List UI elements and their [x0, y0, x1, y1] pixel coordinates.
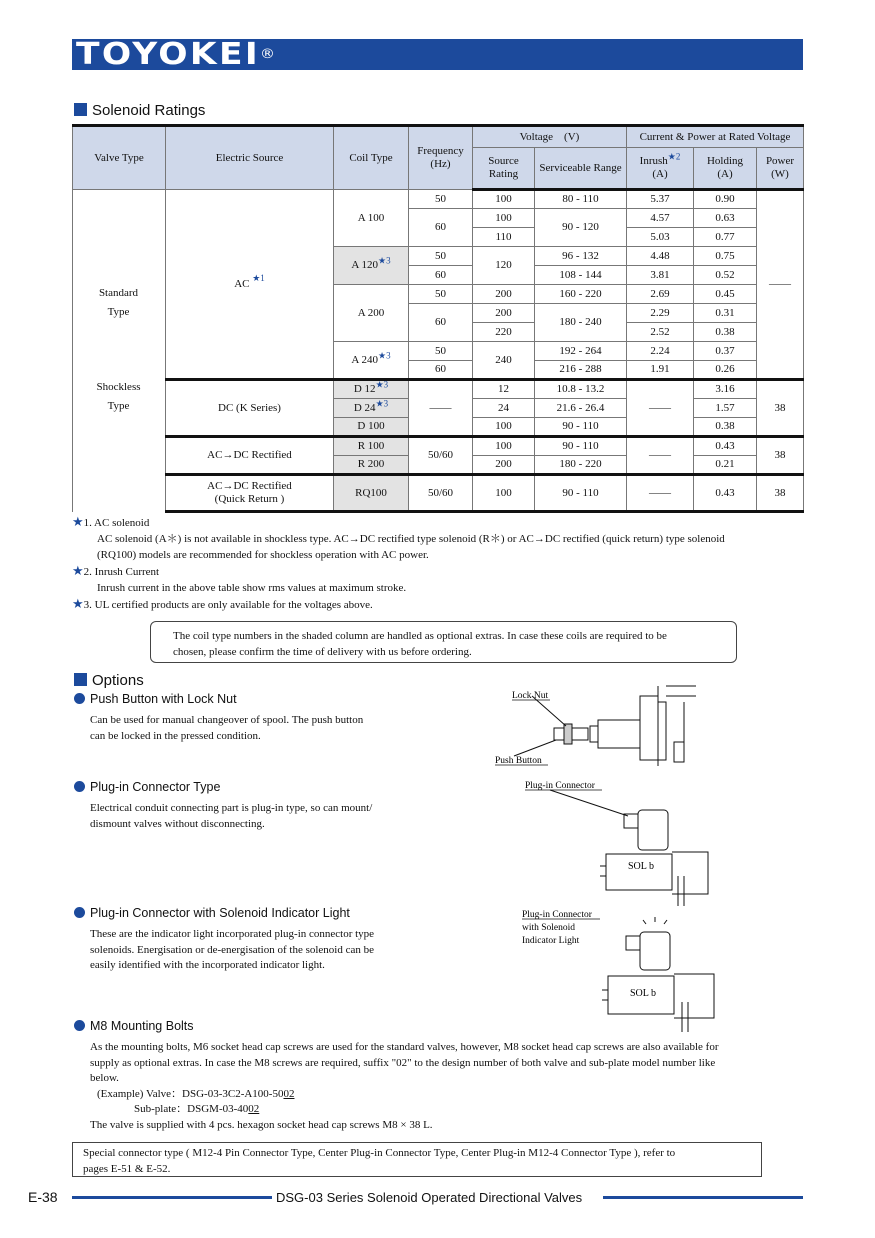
valve-type-standard-label: Standard Type: [98, 287, 139, 318]
table-cell: D $24^{★3}$: [334, 399, 409, 418]
table-cell: 2.69: [627, 285, 694, 304]
table-cell: 180 - 240: [535, 304, 627, 342]
table-cell: 0.43: [694, 475, 757, 512]
table-cell: 0.45: [694, 285, 757, 304]
table-cell: 2.24: [627, 342, 694, 361]
table-cell: 38: [757, 380, 804, 437]
table-cell: 0.26: [694, 361, 757, 380]
header-valve-type: Valve Type: [73, 126, 166, 190]
table-cell: 50: [409, 285, 473, 304]
table-cell: 220: [473, 323, 535, 342]
table-cell: 50: [409, 247, 473, 266]
special-connector-notice: Special connector type ( M12-4 Pin Connector Type, Center Plug-in Connector Type, Center Plug-in M12-4 Connector Type ), refer to pages E-51 & E-52.: [72, 1142, 762, 1177]
table-cell: 110: [473, 228, 535, 247]
header-power: Power (W): [757, 148, 804, 190]
option-push-button-desc: Can be used for manual changeover of spool. The push button can be locked in the pressed condition.: [90, 714, 364, 742]
table-cell: 90 - 110: [535, 475, 627, 512]
table-cell: R 100: [334, 437, 409, 456]
shaded-column-notice: The coil type numbers in the shaded column are handled as optional extras. In case these coils are required to be chosen, please confirm the time of delivery with us before ordering.: [150, 621, 737, 663]
page-number: E-38: [28, 1189, 58, 1205]
table-cell: A $120^{★3}$: [334, 247, 409, 285]
table-cell: ——: [627, 437, 694, 475]
table-cell: 38: [757, 475, 804, 512]
table-cell: AC→DC Rectified (Quick Return ): [166, 475, 334, 512]
table-cell: 180 - 220: [535, 456, 627, 475]
table-cell: 100: [473, 475, 535, 512]
option-plugin-connector-desc: Electrical conduit connecting part is plug-in type, so can mount/ dismount valves without disconnecting.: [90, 802, 373, 830]
table-cell: 0.75: [694, 247, 757, 266]
table-cell: 38: [757, 437, 804, 475]
section-title-options: Options: [74, 672, 144, 689]
table-row: [73, 190, 804, 209]
table-cell: A $240^{★3}$: [334, 342, 409, 380]
push-button-figure: [490, 682, 720, 770]
svg-text:Lock Nut: Lock Nut: [512, 691, 549, 701]
table-cell: 0.90: [694, 190, 757, 209]
header-voltage: Voltage (V): [473, 126, 627, 148]
table-cell: 5.03: [627, 228, 694, 247]
table-cell: 108 - 144: [535, 266, 627, 285]
option-indicator-light-desc: These are the indicator light incorporated plug-in connector type solenoids. Energisation or de-energisation of the solenoid can be easily identified with the incorporated indicator light.: [90, 928, 375, 971]
svg-text:SOL b: SOL b: [630, 988, 657, 999]
valve-type-shockless-label: Shockless Type: [96, 381, 141, 412]
indicator-light-figure: [518, 906, 718, 1036]
table-cell: 120: [473, 247, 535, 285]
plugin-connector-figure: [520, 776, 720, 906]
table-cell: D 100: [334, 418, 409, 437]
table-cell: RQ100: [334, 475, 409, 512]
table-cell: 80 - 110: [535, 190, 627, 209]
header-coil-type: Coil Type: [334, 126, 409, 190]
table-cell: 0.38: [694, 323, 757, 342]
header-holding: Holding (A): [694, 148, 757, 190]
header-inrush: Inrush$^{★2}$ (A): [627, 148, 694, 190]
table-cell: 60: [409, 304, 473, 342]
table-row: [73, 437, 804, 456]
table-cell: 60: [409, 209, 473, 247]
table-cell: 50: [409, 342, 473, 361]
svg-text:Indicator Light: Indicator Light: [522, 936, 580, 946]
table-cell: 2.52: [627, 323, 694, 342]
solenoid-ratings-table: [72, 124, 804, 513]
table-cell: ——: [627, 475, 694, 512]
svg-text:SOL b: SOL b: [628, 861, 655, 872]
table-cell: 200: [473, 285, 535, 304]
option-m8-bolts-desc: As the mounting bolts, M6 socket head cap screws are used for the standard valves, however, M8 socket head cap screws are also available for supply as optional extras. In case the M8 screws are required, suffix "02" to the design number of both valve and sub-plate model number like below. (Example) Valve：DSG-03-3C2-A100-5002 Sub-plate：DSGM-03-4002 The valve is supplied with 4 pcs. hexagon socket head cap screws M8 × 38 L.: [90, 1041, 719, 1131]
table-cell: 0.31: [694, 304, 757, 323]
table-cell: 2.29: [627, 304, 694, 323]
table-cell: 160 - 220: [535, 285, 627, 304]
table-cell: 100: [473, 190, 535, 209]
table-cell: 60: [409, 361, 473, 380]
electric-source-ac: AC $^{★1}$: [166, 190, 334, 380]
footer-line-right: [603, 1196, 803, 1199]
option-indicator-light-title: Plug-in Connector with Solenoid Indicator Light: [74, 906, 350, 920]
table-cell: 4.57: [627, 209, 694, 228]
footer-line-left: [72, 1196, 272, 1199]
svg-text:Push Button: Push Button: [495, 756, 542, 766]
table-cell: 100: [473, 209, 535, 228]
table-cell: 0.37: [694, 342, 757, 361]
table-cell: A 200: [334, 285, 409, 342]
table-cell: 60: [409, 266, 473, 285]
header-current-power: Current & Power at Rated Voltage: [627, 126, 804, 148]
option-m8-bolts-title: M8 Mounting Bolts: [74, 1019, 194, 1033]
table-cell: 96 - 132: [535, 247, 627, 266]
header-frequency: Frequency (Hz): [409, 126, 473, 190]
table-cell: A 100: [334, 190, 409, 247]
table-cell: ——: [627, 380, 694, 437]
table-cell: 3.81: [627, 266, 694, 285]
brand-logo: TOYOKEI®: [76, 37, 278, 72]
table-cell: 90 - 110: [535, 418, 627, 437]
table-cell: 216 - 288: [535, 361, 627, 380]
table-cell: 0.43: [694, 437, 757, 456]
table-cell: 0.38: [694, 418, 757, 437]
table-cell: 200: [473, 456, 535, 475]
table-cell: 4.48: [627, 247, 694, 266]
table-cell: 100: [473, 437, 535, 456]
svg-text:with Solenoid: with Solenoid: [522, 923, 576, 933]
table-cell: 100: [473, 418, 535, 437]
option-plugin-connector-title: Plug-in Connector Type: [74, 780, 220, 794]
notes: ★1. AC solenoid AC solenoid (A＊) is not available in shockless type. AC→DC rectified type solenoid (R＊) or AC→DC rectified (quick return) type solenoid (RQ100) models are recommended for shockless operation with AC power. ★2. Inrush Current Inrush current in the above table show rms values at maximum stroke. ★3. UL certified products are only available for the voltages above.: [72, 514, 725, 611]
table-cell: 90 - 120: [535, 209, 627, 247]
table-cell: DC (K Series): [166, 380, 334, 437]
header-electric-source: Electric Source: [166, 126, 334, 190]
footer-title: DSG-03 Series Solenoid Operated Directional Valves: [276, 1190, 583, 1205]
option-push-button-title: Push Button with Lock Nut: [74, 692, 237, 706]
header-serviceable-range: Serviceable Range: [535, 148, 627, 190]
table-cell: 0.77: [694, 228, 757, 247]
table-cell: 10.8 - 13.2: [535, 380, 627, 399]
table-cell: ——: [409, 380, 473, 437]
table-cell: 21.6 - 26.4: [535, 399, 627, 418]
table-cell: R 200: [334, 456, 409, 475]
table-cell: 90 - 110: [535, 437, 627, 456]
table-cell: 0.63: [694, 209, 757, 228]
table-cell: 12: [473, 380, 535, 399]
table-row: [73, 380, 804, 399]
table-cell: 50/60: [409, 475, 473, 512]
table-cell: 200: [473, 304, 535, 323]
table-cell: 1.57: [694, 399, 757, 418]
svg-text:Plug-in Connector: Plug-in Connector: [522, 910, 592, 920]
table-cell: AC→DC Rectified: [166, 437, 334, 475]
table-cell: 0.21: [694, 456, 757, 475]
table-cell: 0.52: [694, 266, 757, 285]
header-source-rating: Source Rating: [473, 148, 535, 190]
svg-text:Plug-in Connector: Plug-in Connector: [525, 781, 595, 791]
table-cell: 192 - 264: [535, 342, 627, 361]
ac-power-dash: ——: [757, 190, 804, 380]
table-cell: 50: [409, 190, 473, 209]
table-cell: 24: [473, 399, 535, 418]
table-cell: 50/60: [409, 437, 473, 475]
table-cell: 240: [473, 342, 535, 380]
section-title-ratings: Solenoid Ratings: [74, 102, 205, 119]
table-cell: 3.16: [694, 380, 757, 399]
table-cell: 5.37: [627, 190, 694, 209]
table-cell: D $12^{★3}$: [334, 380, 409, 399]
table-cell: 1.91: [627, 361, 694, 380]
table-row: [73, 475, 804, 512]
